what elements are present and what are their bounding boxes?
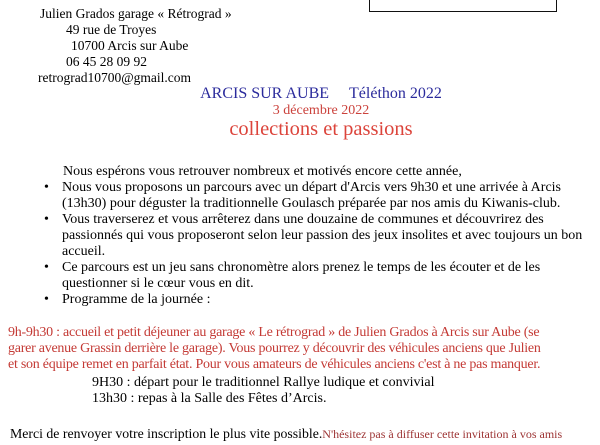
program-note-line-2: garer avenue Grassin derrière le garage). Vous pourrez y découvrir des véhicules anciens que Julien: [8, 341, 541, 356]
sender-address-block: [0, 6, 232, 86]
intro-line: Nous espérons vous retrouver nombreux et motivés encore cette année,: [63, 164, 462, 179]
sender-email: retrograd10700@gmail.com: [38, 70, 192, 85]
event-headline: [0, 85, 600, 103]
bullet-item-jeu: • Ce parcours est un jeu sans chronomètre alors prenez le temps de les écouter et de les questionner si le cœur vous en dit.: [43, 260, 592, 292]
cropped-textbox-frame: [369, 0, 557, 12]
program-note: [8, 325, 541, 373]
closing-request: Merci de renvoyer votre inscription le plus vite possible.: [10, 426, 323, 441]
event-location: ARCIS SUR AUBE: [200, 85, 330, 102]
bullet-list: [43, 180, 592, 308]
program-note-line-1: 9h-9h30 : accueil et petit déjeuner au garage « Le rétrograd » de Julien Grados à Arcis sur Aube (se: [8, 325, 540, 340]
sender-phone: 06 45 28 09 92: [66, 54, 147, 69]
event-title: collections et passions: [229, 118, 413, 140]
sender-city: 10700 Arcis sur Aube: [71, 38, 189, 53]
schedule-item-depart: 9H30 : départ pour le traditionnel Rallye ludique et convivial: [92, 375, 435, 390]
bullet-item-programme: • Programme de la journée :: [43, 292, 592, 308]
bullet-item-parcours: • Nous vous proposons un parcours avec un départ d'Arcis vers 9h30 et une arrivée à Arcis (13h30) pour déguster la traditionnelle Goulasch préparée par nos amis du Kiwanis-club.: [43, 180, 592, 212]
closing-line: [10, 426, 562, 442]
bullet-item-communes: • Vous traverserez et vous arrêterez dans une douzaine de communes et découvrirez des passionnés qui vous proposeront selon leur passion des jeux insolites et avec toujours un bon accueil.: [43, 212, 592, 260]
schedule-block: [92, 375, 435, 408]
event-date: 3 décembre 2022: [272, 103, 370, 118]
event-name: Téléthon 2022: [349, 85, 442, 102]
sender-name: Julien Grados garage « Rétrograd »: [40, 6, 232, 21]
program-note-line-3: et son équipe remet en parfait état. Pour vous amateurs de véhicules anciens c'est à ne pas manquer.: [8, 357, 541, 372]
sender-street: 49 rue de Troyes: [66, 22, 157, 37]
schedule-item-repas: 13h30 : repas à la Salle des Fêtes d’Arcis.: [92, 391, 327, 407]
closing-invite: N'hésitez pas à diffuser cette invitation à vos amis: [322, 427, 563, 441]
